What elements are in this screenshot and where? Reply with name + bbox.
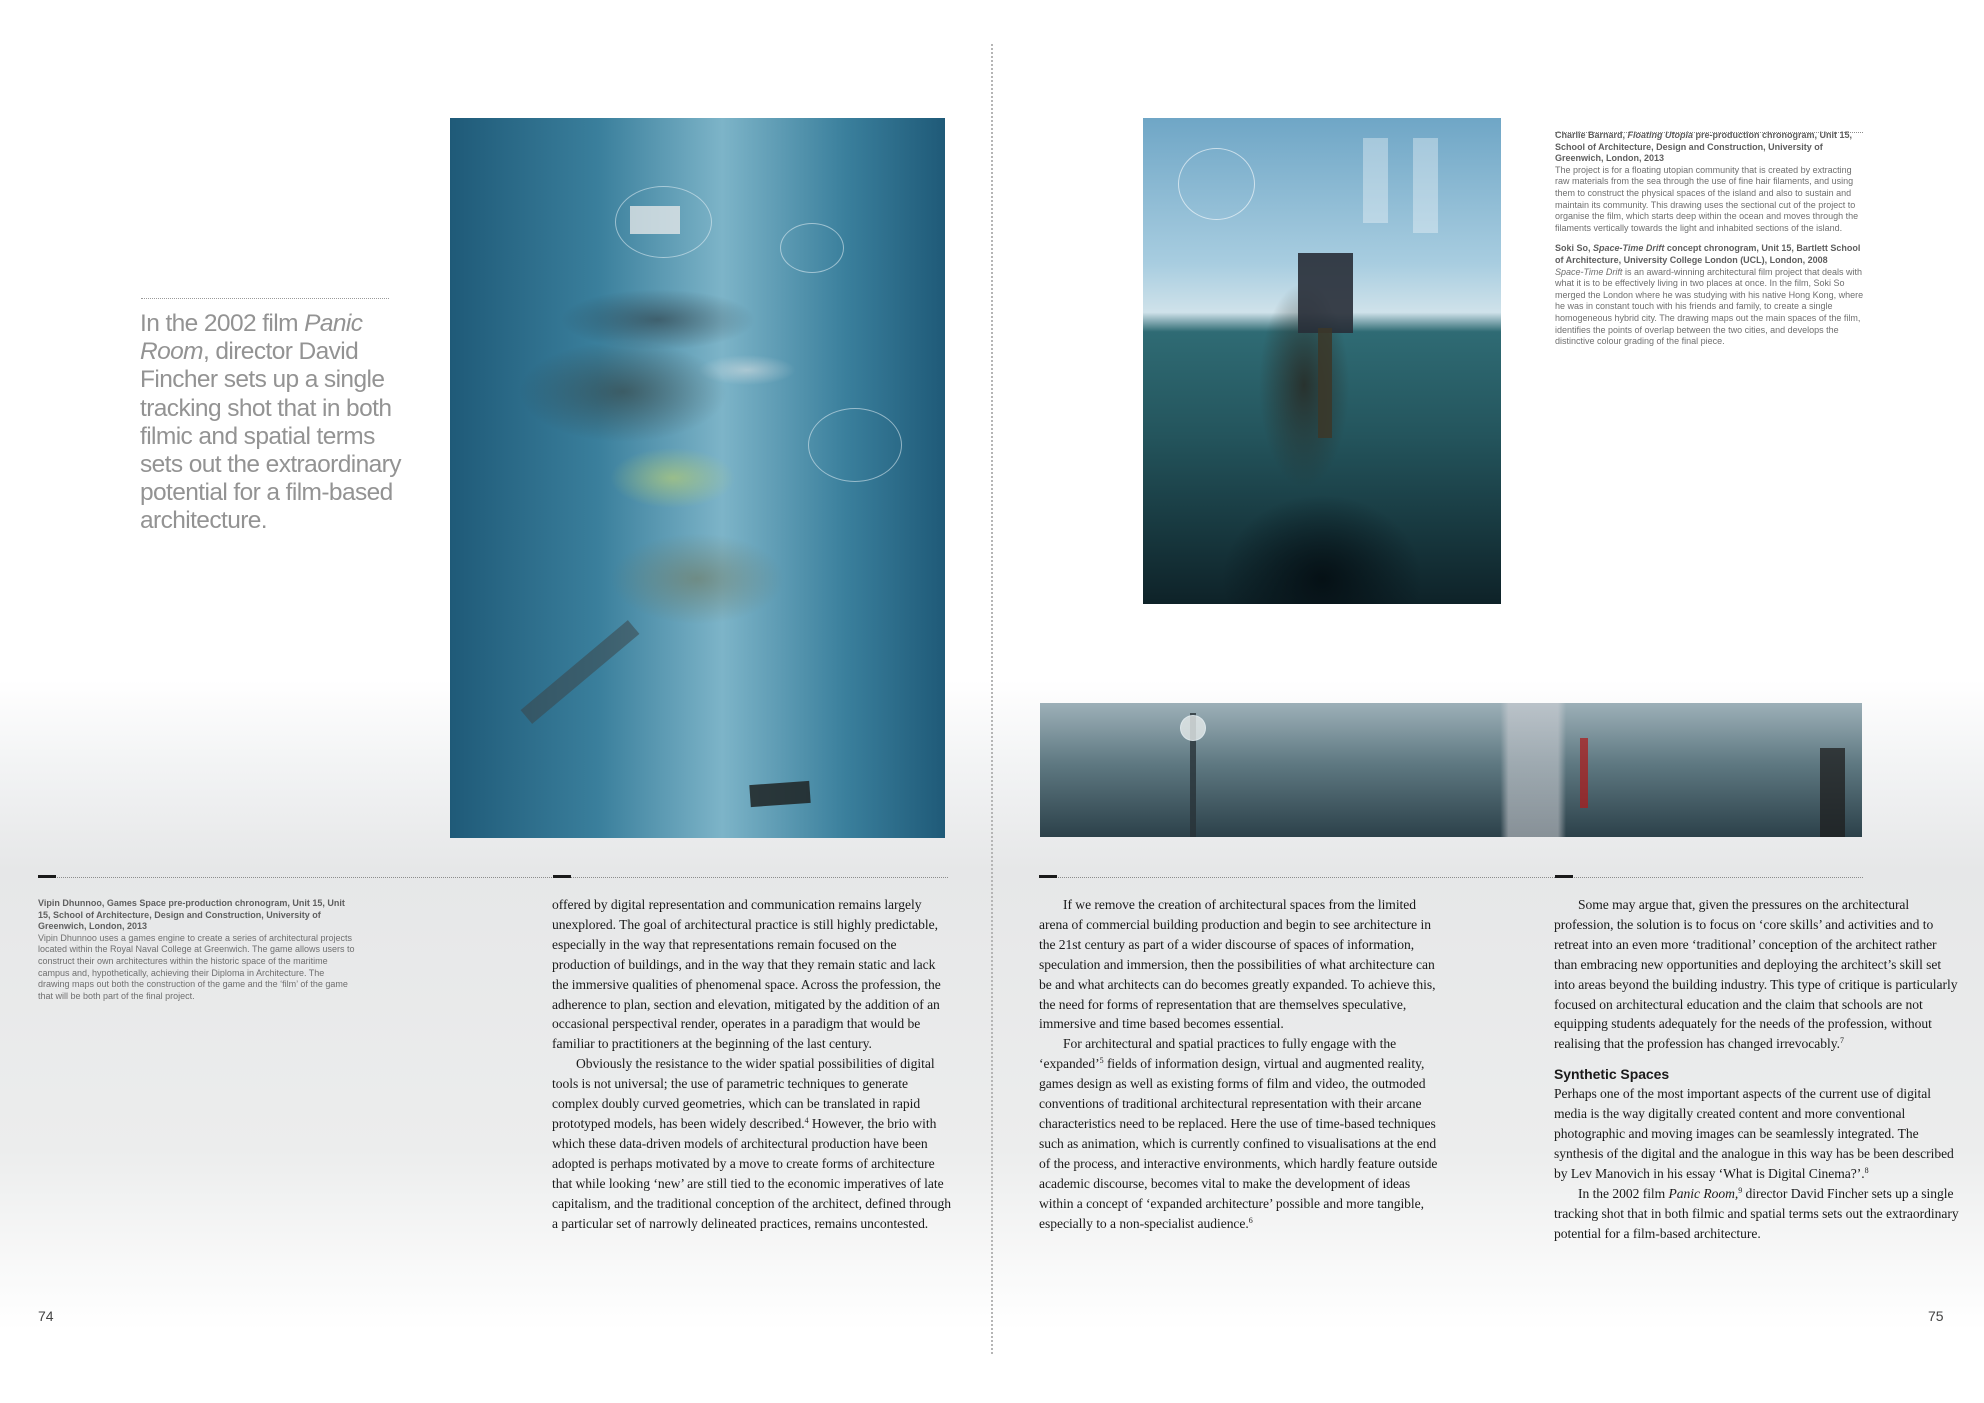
paragraph	[1554, 1084, 1959, 1184]
paragraph	[1554, 1184, 1959, 1244]
pull-quote	[140, 310, 410, 536]
column-rule	[38, 877, 948, 878]
paragraph: offered by digital representation and communication remains largely unexplored. The goal of architectural practice is still highly predictable, especially in the way that representations remain focused on the production of buildings, and in the way that they remain static and lack the immersive qualities of phenomenal space. Across the profession, the adherence to plan, section and elevation, mitigated by the addition of an occasional perspectival render, operates in a paradigm that would be familiar to practitioners at the beginning of the last century.	[552, 897, 941, 1052]
caption-heading-soki-so	[1555, 243, 1865, 266]
paragraph-text: fields of information design, virtual and augmented reality, games design as well as existing forms of film and video, the outmoded conventions of traditional architectural representation with their arcane characteristics need to be replaced. Here the use of time-based techniques such as animation, which is currently confined to visualisations at the end of the process, and interactive environments, which hardly feature outside academic discourse, becomes vital to make the development of ideas within a concept of ‘expanded architecture’ possible and more tangible, especially to a non-specialist audience.	[1039, 1056, 1438, 1231]
caption-body	[1555, 267, 1865, 348]
column-rule	[1039, 877, 1863, 878]
footnote-ref: 5	[1099, 1056, 1104, 1066]
caption-heading	[1555, 130, 1865, 165]
page-number-left: 74	[38, 1308, 54, 1324]
caption-heading-text: pre-production chronogram, Unit 15, School of Architecture, Design and Construction, University of Greenwich, London, 2013	[1555, 130, 1853, 164]
caption-body: The project is for a floating utopian community that is created by extracting raw materials from the sea through the use of fine hair filaments, and using them to construct the physical spaces of the island and also to sustain and maintain its community. This drawing uses the sectional cut of the project to organise the film, which starts deep within the ocean and moves through the filaments vertically towards the light and inhabited sections of the island.	[1555, 164, 1859, 233]
caption-heading: Vipin Dhunnoo, Games Space pre-production chronogram, Unit 15, Unit 15, School of Architecture, Design and Construction, University of Greenwich, London, 2013	[38, 898, 345, 932]
film-title: Panic Room,	[1668, 1185, 1739, 1201]
body-column-3	[1554, 895, 1959, 1244]
caption-heading-text: Charlie Barnard,	[1555, 130, 1628, 140]
footnote-ref: 9	[1738, 1185, 1743, 1195]
pull-quote-film-title: Panic Room	[140, 310, 363, 366]
body-column-1	[552, 895, 952, 1233]
paragraph-text: In the 2002 film	[1578, 1185, 1669, 1201]
paragraph-text: For architectural and spatial practices to fully engage with the ‘expanded’	[1039, 1036, 1397, 1072]
pull-quote-rule	[141, 298, 389, 299]
image-filament	[1318, 328, 1332, 438]
caption-project-title: Space-Time Drift	[1593, 243, 1665, 254]
paragraph	[1554, 895, 1959, 1054]
image-shard	[521, 620, 640, 724]
paragraph: If we remove the creation of architectural spaces from the limited arena of commercial building production and begin to see architecture in the 21st century as part of a wider discourse of spaces of information, speculation and immersion, then the possibilities of what architecture can be and what architects can do becomes greatly expanded. To achieve this, the need for forms of representation that are themselves speculative, immersive and time based becomes essential.	[1039, 897, 1436, 1032]
image-detail-circle	[808, 408, 902, 482]
image-wireframe-tower	[1363, 138, 1388, 223]
caption-body: Vipin Dhunnoo uses a games engine to create a series of architectural projects located within the Royal Naval College at Greenwich. The game allows users to construct their own architectures within the historic space of the maritime campus and, hypothetically, achieving their Diploma in Architecture. The drawing maps out both the construction of the game and the ‘film’ of the game that will be both part of the final project.	[38, 932, 355, 1001]
image-building	[630, 206, 680, 234]
image-island-structure	[1298, 253, 1353, 333]
games-space-chronogram-image	[450, 118, 945, 838]
paragraph-text: Perhaps one of the most important aspects of the current use of digital media is the way digitally created content and more conventional photographic and moving images can be seamlessly integrated. The synthesis of the digital and the analogue in this way has be been described by Lev Manovich in his essay ‘What is Digital Cinema?’.	[1554, 1086, 1954, 1181]
caption-heading-text: concept chronogram, Unit 15, Bartlett School of Architecture, University College London (UCL), London, 2008	[1555, 243, 1861, 265]
image-detail-circle	[1178, 148, 1255, 220]
paragraph	[552, 1054, 952, 1233]
image-figure	[1820, 748, 1845, 837]
paragraph-text: Some may argue that, given the pressures on the architectural profession, the solution is to focus on ‘core skills’ and activities and to retreat into an even more ‘traditional’ conception of the architect rather than embracing new opportunities and deploying the architect’s skill set into areas beyond the building industry. This type of critique is particularly focused on architectural education and the claim that schools are not equipping students adequately for the needs of the profession, without realising that the profession has changed irrevocably.	[1554, 897, 1958, 1052]
caption-vipin-dhunnoo	[38, 898, 358, 1002]
spine-divider	[991, 44, 993, 1354]
image-clock	[1180, 715, 1206, 741]
floating-utopia-chronogram-image	[1143, 118, 1501, 604]
image-train-door	[1580, 738, 1588, 808]
caption-project-title: Floating Utopia	[1627, 130, 1694, 140]
pull-quote-text: In the 2002 film	[140, 310, 305, 337]
caption-body-text: is an award-winning architectural film project that deals with what it is to be effectively living in two places at once. In the film, Soki So merged the London where he was studying with his native Hong Kong, where he was in constant touch with his friends and family, to create a single homogeneous hybrid city. The drawing maps out the main spaces of the film, identifies the points of overlap between the two cities, and develops the distinctive colour grading of the final piece.	[1555, 266, 1864, 347]
column-marker	[1555, 875, 1573, 878]
section-heading: Synthetic Spaces	[1554, 1066, 1670, 1083]
caption-heading-text: Soki So,	[1555, 243, 1594, 254]
column-marker	[553, 875, 571, 878]
paragraph-text: director David Fincher sets up a single tracking shot that in both filmic and spatial terms sets out the extraordinary potential for a film-based architecture.	[1554, 1185, 1959, 1241]
footnote-ref: 7	[1839, 1036, 1844, 1046]
body-column-2	[1039, 895, 1439, 1233]
image-shard	[749, 781, 810, 807]
footnote-ref: 6	[1248, 1215, 1253, 1225]
column-marker	[38, 875, 56, 878]
paragraph-text: However, the brio with which these data-driven models of architectural production have been adopted is perhaps motivated by a move to create forms of architecture that while looking ‘new’ are still tied to the economic imperatives of late capitalism, and the traditional conception of the architect, defined through a particular set of narrowly delineated practices, remains uncontested.	[552, 1115, 951, 1231]
caption-project-title: Space-Time Drift	[1555, 266, 1623, 277]
pull-quote-text-rest: , director David Fincher sets up a single tracking shot that in both filmic and spatial terms sets out the extraordinary potential for a film-based architecture.	[140, 338, 401, 535]
footnote-ref: 4	[804, 1115, 809, 1125]
space-time-drift-panorama-image	[1040, 703, 1862, 837]
paragraph-text: Obviously the resistance to the wider spatial possibilities of digital tools is not universal; the use of parametric techniques to generate complex doubly curved geometries, which can be translated in rapid prototyped models, has been widely described.	[552, 1056, 935, 1131]
paragraph	[1039, 1034, 1439, 1233]
footnote-ref: 8	[1864, 1165, 1869, 1175]
image-detail-circle	[780, 223, 844, 273]
caption-charlie-barnard	[1555, 130, 1865, 348]
column-marker	[1039, 875, 1057, 878]
page-number-right: 75	[1928, 1308, 1944, 1324]
image-wireframe-tower	[1413, 138, 1438, 233]
